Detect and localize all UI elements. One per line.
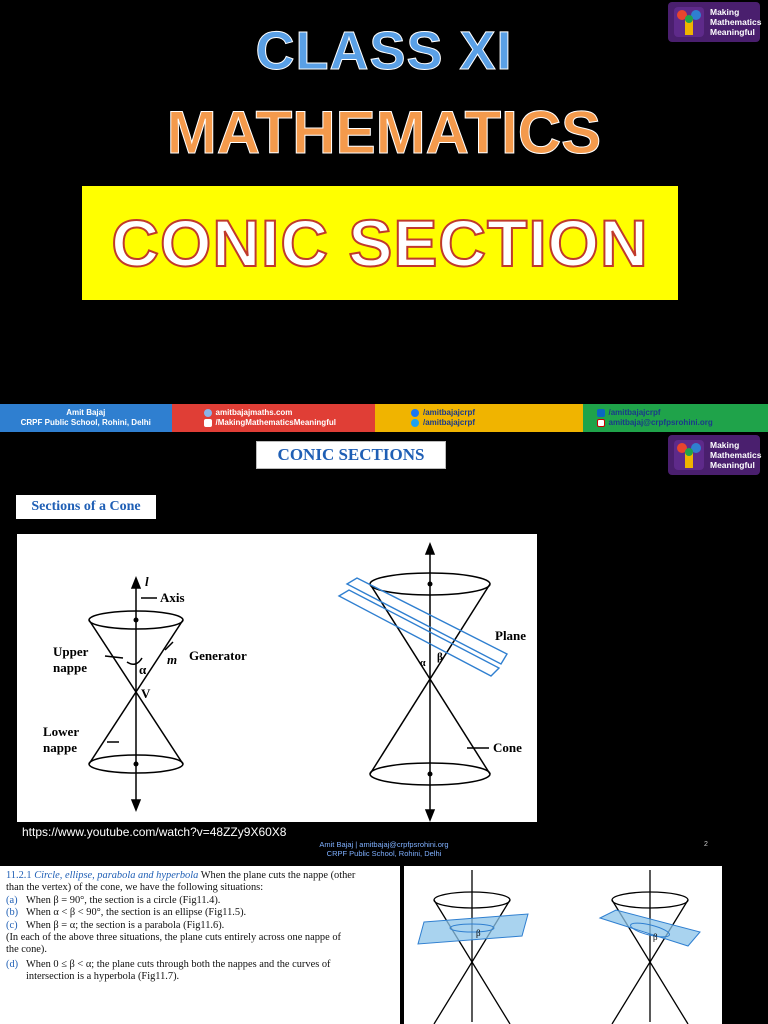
list-item bbox=[6, 920, 394, 932]
plane-cut-figures bbox=[404, 866, 722, 1024]
logo-line: Mathematics bbox=[710, 17, 762, 27]
logo-line: Meaningful bbox=[710, 27, 755, 37]
slide-heading: CONIC SECTIONS bbox=[256, 441, 446, 469]
credit-line: Amit Bajaj | amitbajaj@crpfpsrohini.org bbox=[319, 840, 449, 849]
base-dot bbox=[134, 762, 139, 767]
contact-footer bbox=[0, 404, 768, 432]
linkedin-link[interactable]: /amitbajajcrpf bbox=[608, 408, 661, 417]
label-alpha: α bbox=[139, 662, 147, 677]
credit-line: CRPF Public School, Rohini, Delhi bbox=[326, 849, 442, 858]
label-nappe-lower: nappe bbox=[43, 740, 77, 755]
youtube-icon bbox=[204, 419, 212, 427]
item-label: (d) bbox=[6, 958, 19, 970]
list-item bbox=[6, 907, 394, 919]
cases-text bbox=[0, 866, 400, 1024]
note-text: the cone). bbox=[6, 944, 47, 956]
conic-cases-slide bbox=[0, 866, 768, 1024]
item-label: (a) bbox=[6, 894, 18, 906]
base-dot bbox=[428, 772, 433, 777]
item-text: When 0 ≤ β < α; the plane cuts through both the nappes and the curves of bbox=[26, 958, 331, 970]
item-text: When α < β < 90°, the section is an ellipse (Fig11.5). bbox=[26, 907, 247, 919]
author-name: Amit Bajaj bbox=[66, 408, 106, 417]
item-text: When β = 90°, the section is a circle (Fig11.4). bbox=[26, 894, 221, 906]
footer-web bbox=[172, 404, 376, 432]
para-title: Circle, ellipse, parabola and hyperbola bbox=[34, 870, 199, 881]
footer-contact bbox=[583, 404, 768, 432]
item-text: When β = α; the section is a parabola (Fig11.6). bbox=[26, 919, 225, 931]
item-text: intersection is a hyperbola (Fig11.7). bbox=[26, 971, 180, 983]
label-plane: Plane bbox=[495, 628, 527, 643]
label-beta: β bbox=[437, 651, 443, 663]
logo-line: Mathematics bbox=[710, 450, 762, 460]
logo-line: Making bbox=[710, 7, 740, 17]
topic-title: CONIC SECTION bbox=[111, 206, 649, 280]
logo-line: Making bbox=[710, 440, 740, 450]
item-label: (c) bbox=[6, 919, 18, 931]
page-number: 2 bbox=[704, 841, 708, 848]
email-link[interactable]: amitbajaj@crpfpsrohini.org bbox=[608, 418, 713, 427]
facebook-icon bbox=[411, 409, 419, 417]
twitter-link[interactable]: /amitbajajcrpf bbox=[423, 418, 476, 427]
para-intro: When the plane cuts the nappe (other bbox=[198, 870, 356, 881]
logo-line: Meaningful bbox=[710, 460, 755, 470]
footer-social bbox=[375, 404, 583, 432]
globe-icon bbox=[204, 409, 212, 417]
para-intro: than the vertex) of the cone, we have the following situations: bbox=[6, 882, 264, 894]
website-link[interactable]: amitbajajmaths.com bbox=[215, 408, 293, 417]
logo-mark-icon bbox=[672, 438, 706, 472]
label-generator: Generator bbox=[189, 648, 247, 663]
item-label: (b) bbox=[6, 907, 19, 919]
label-v: V bbox=[141, 686, 151, 701]
label-axis: Axis bbox=[160, 590, 185, 605]
cone-sections-slide bbox=[0, 433, 768, 865]
apex-dot bbox=[428, 582, 433, 587]
brand-logo bbox=[668, 435, 760, 475]
list-item bbox=[6, 959, 394, 971]
linkedin-icon bbox=[597, 409, 605, 417]
cone-diagram bbox=[17, 534, 537, 822]
label-beta: β bbox=[476, 928, 481, 938]
plane-cut-diagram bbox=[404, 866, 722, 1024]
label-cone: Cone bbox=[493, 740, 522, 755]
label-upper: Upper bbox=[53, 644, 89, 659]
label-m: m bbox=[167, 652, 178, 667]
apex-dot bbox=[134, 618, 139, 623]
slide-credit bbox=[0, 840, 768, 858]
list-item bbox=[6, 895, 394, 907]
label-lower: Lower bbox=[43, 724, 80, 739]
para-label: 11.2.1 bbox=[6, 870, 32, 881]
mail-icon bbox=[597, 419, 605, 427]
topic-banner bbox=[82, 186, 678, 300]
class-title: CLASS XI bbox=[255, 21, 513, 81]
subject-title: MATHEMATICS bbox=[166, 99, 602, 166]
note-text: (In each of the above three situations, the plane cuts entirely across one nappe of bbox=[6, 932, 341, 944]
title-slide bbox=[0, 0, 768, 432]
twitter-icon bbox=[411, 419, 419, 427]
label-beta: β bbox=[653, 932, 658, 942]
video-link[interactable]: https://www.youtube.com/watch?v=48ZZy9X60X8 bbox=[22, 825, 287, 839]
label-alpha-2: α bbox=[420, 658, 426, 669]
footer-author bbox=[0, 404, 172, 432]
label-l: l bbox=[145, 574, 149, 589]
cone-figure bbox=[17, 534, 537, 822]
facebook-link[interactable]: /amitbajajcrpf bbox=[423, 408, 476, 417]
label-nappe-upper: nappe bbox=[53, 660, 87, 675]
section-subheading: Sections of a Cone bbox=[16, 495, 156, 519]
youtube-link[interactable]: /MakingMathematicsMeaningful bbox=[215, 418, 336, 427]
author-school: CRPF Public School, Rohini, Delhi bbox=[20, 418, 151, 427]
